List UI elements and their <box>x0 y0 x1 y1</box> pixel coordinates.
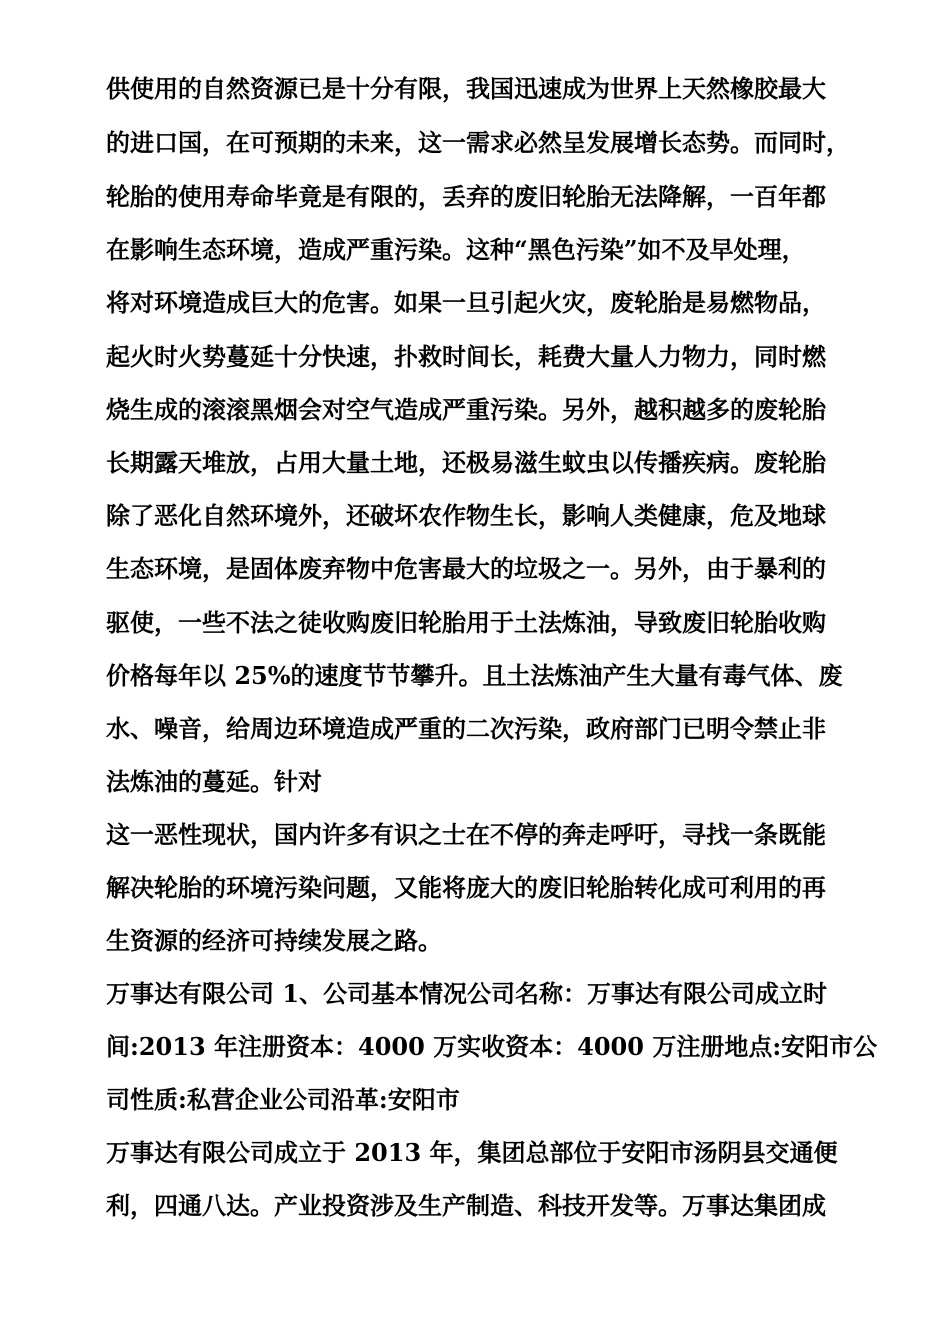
text-line: 司性质:私营企业公司沿革:安阳市 <box>106 1085 460 1114</box>
text-line: 利，四通八达。产业投资涉及生产制造、科技开发等。万事达集团成 <box>106 1191 826 1220</box>
text-line: 万事达有限公司成立于 2013 年，集团总部位于安阳市汤阴县交通便 <box>106 1138 838 1167</box>
text-line: 供使用的自然资源已是十分有限，我国迅速成为世界上天然橡胶最大 <box>106 74 826 103</box>
text-line: 起火时火势蔓延十分快速，扑救时间长，耗费大量人力物力，同时燃 <box>106 342 826 371</box>
text-line: 万事达有限公司 1、公司基本情况公司名称：万事达有限公司成立时 <box>106 979 828 1008</box>
text-line: 法炼油的蔓延。针对 <box>106 767 322 796</box>
text-line: 这一恶性现状，国内许多有识之士在不停的奔走呼吁，寻找一条既能 <box>106 820 826 849</box>
text-line: 解决轮胎的环境污染问题，又能将庞大的废旧轮胎转化成可利用的再 <box>106 873 826 902</box>
text-line: 将对环境造成巨大的危害。如果一旦引起火灾，废轮胎是易燃物品， <box>106 288 826 317</box>
text-line: 的进口国，在可预期的未来，这一需求必然呈发展增长态势。而同时， <box>106 128 850 157</box>
text-line: 轮胎的使用寿命毕竟是有限的，丢弃的废旧轮胎无法降解，一百年都 <box>106 182 826 211</box>
text-line: 水、噪音，给周边环境造成严重的二次污染，政府部门已明令禁止非 <box>106 714 826 743</box>
text-line: 价格每年以 25%的速度节节攀升。且土法炼油产生大量有毒气体、废 <box>106 661 843 690</box>
text-line: 生资源的经济可持续发展之路。 <box>106 926 442 955</box>
text-line: 除了恶化自然环境外，还破坏农作物生长，影响人类健康，危及地球 <box>106 501 826 530</box>
text-line: 驱使，一些不法之徒收购废旧轮胎用于土法炼油，导致废旧轮胎收购 <box>106 608 826 637</box>
text-line: 长期露天堆放，占用大量土地，还极易滋生蚊虫以传播疾病。废轮胎 <box>106 448 826 477</box>
text-line: 烧生成的滚滚黑烟会对空气造成严重污染。另外，越积越多的废轮胎 <box>106 395 826 424</box>
text-line: 生态环境，是固体废弃物中危害最大的垃圾之一。另外，由于暴利的 <box>106 554 826 583</box>
text-line: 间:2013 年注册资本：4000 万实收资本：4000 万注册地点:安阳市公 <box>106 1032 878 1061</box>
text-line: 在影响生态环境，造成严重污染。这种“黑色污染”如不及早处理， <box>106 235 806 264</box>
